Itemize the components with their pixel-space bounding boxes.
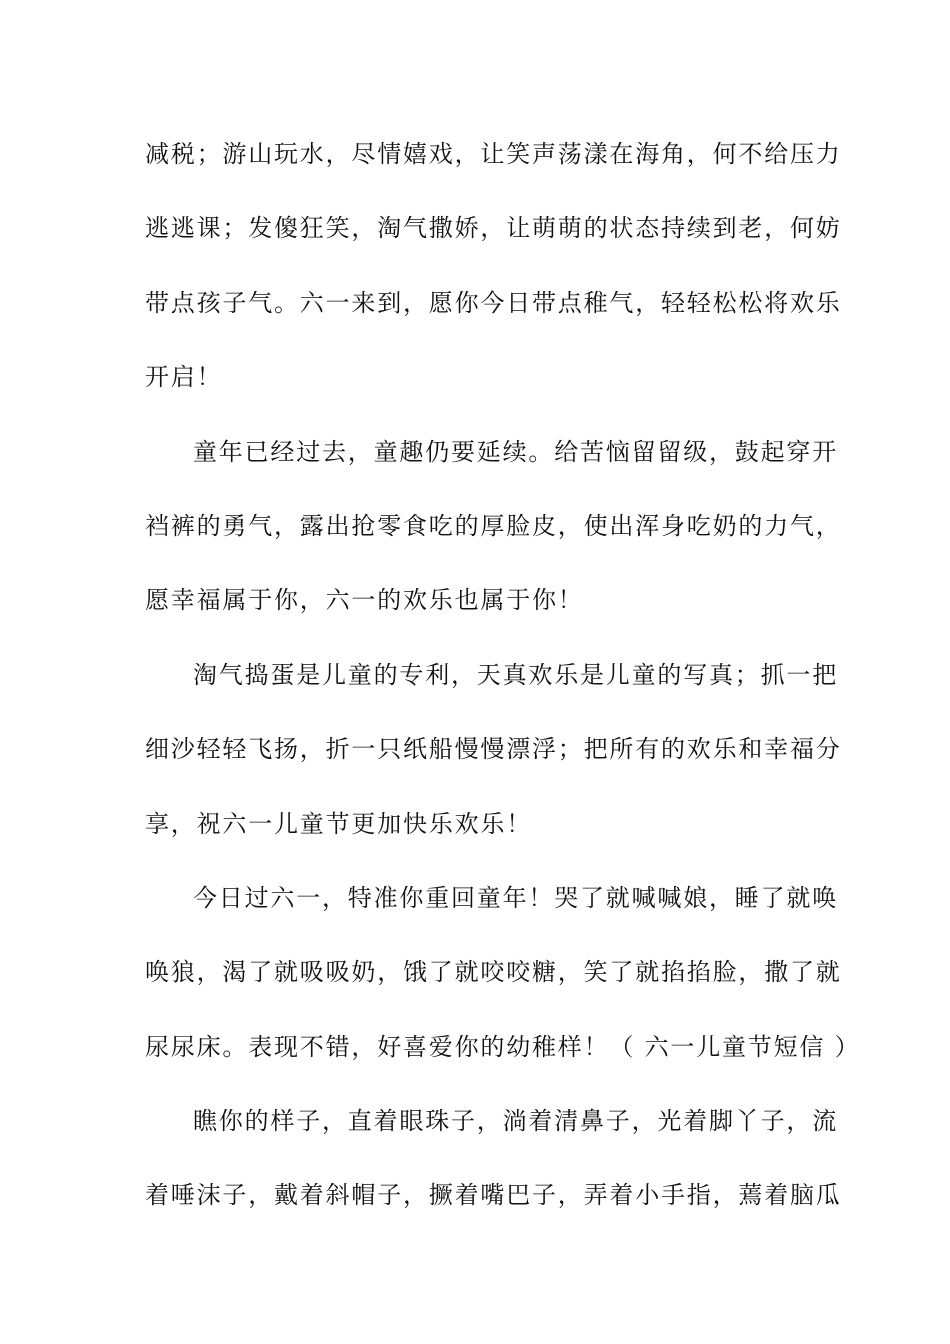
- paragraph-first-line: 淘气捣蛋是儿童的专利，天真欢乐是儿童的写真；抓一把: [193, 660, 838, 689]
- text-line: 着唾沫子，戴着斜帽子，撅着嘴巴子，弄着小手指，蔫着脑瓜: [145, 1181, 842, 1210]
- text-line: 裆裤的勇气，露出抢零食吃的厚脸皮，使出浑身吃奶的力气，: [145, 511, 842, 540]
- text-line: 尿尿床。表现不错，好喜爱你的幼稚样！（ 六一儿童节短信 ）: [145, 1032, 861, 1061]
- paragraph-first-line: 今日过六一，特准你重回童年！哭了就喊喊娘，睡了就唤: [193, 883, 838, 912]
- text-line: 享，祝六一儿童节更加快乐欢乐！: [145, 809, 532, 838]
- paragraph-first-line: 瞧你的样子，直着眼珠子，淌着清鼻子，光着脚丫子，流: [193, 1107, 838, 1136]
- text-line: 带点孩子气。六一来到，愿你今日带点稚气，轻轻松松将欢乐: [145, 288, 842, 317]
- text-line: 唤狼，渴了就吸吸奶，饿了就咬咬糖，笑了就掐掐脸，撒了就: [145, 958, 842, 987]
- paragraph-first-line: 童年已经过去，童趣仍要延续。给苦恼留留级，鼓起穿开: [193, 437, 838, 466]
- text-line: 减税；游山玩水，尽情嬉戏，让笑声荡漾在海角，何不给压力: [145, 140, 842, 168]
- text-line: 开启！: [145, 363, 223, 392]
- text-line: 愿幸福属于你，六一的欢乐也属于你！: [145, 586, 584, 615]
- text-line: 逃逃课；发傻狂笑，淘气撒娇，让萌萌的状态持续到老，何妨: [145, 214, 842, 243]
- text-line: 细沙轻轻飞扬，折一只纸船慢慢漂浮；把所有的欢乐和幸福分: [145, 735, 842, 764]
- document-body: [145, 124, 861, 1240]
